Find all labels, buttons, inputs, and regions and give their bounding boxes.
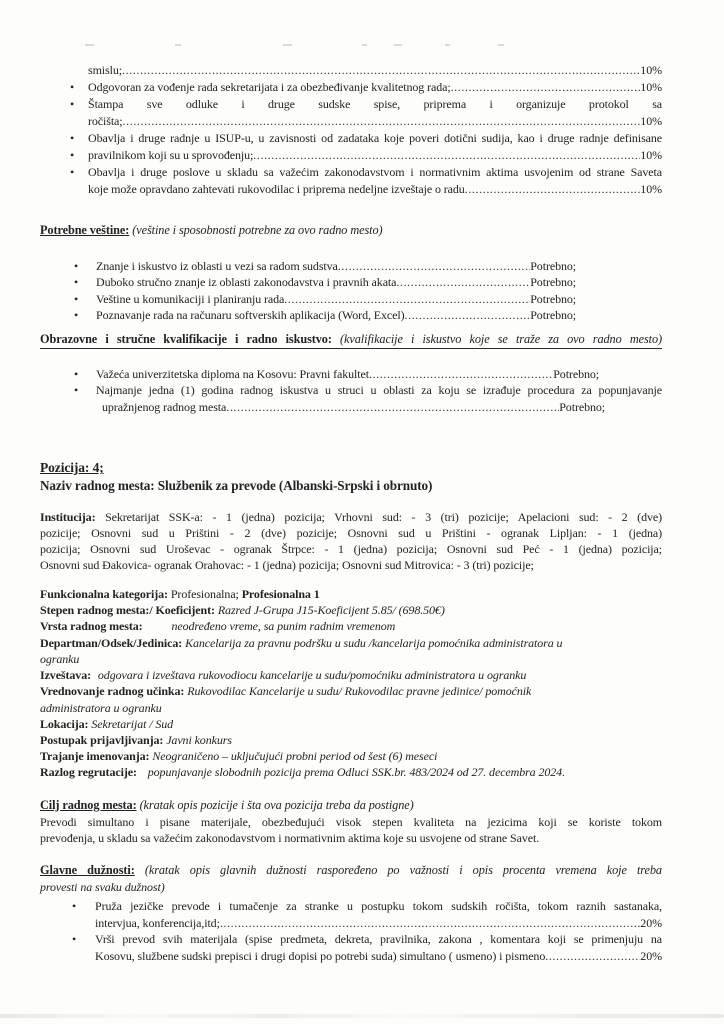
duty-text: • pravilnikom koji su u sprovođenju; [88,148,254,162]
duties-section-heading [40,862,662,879]
job-title-label: Naziv radnog mesta: [40,478,155,494]
duty-item [40,898,662,931]
goal-text: Prevodi simultano i pisane materijale, obezbeđujući visok stepen kvaliteta na jezicima koji se koriste tokom [40,814,662,829]
field-label: Trajanje imenovanja: [40,749,150,764]
dot-leader [220,915,640,932]
dot-leader [451,79,641,96]
duty-text: • Odgovoran za vođenje rada sekretarijata i za obezbeđivanje kvalitetnog rada; [88,80,451,94]
duty-item [40,62,662,79]
percent-value: 10% [640,148,662,162]
duty-text: • Štampa sve odluke i druge sudske spise, priprema i organizuje protokol sa [88,97,662,111]
duty-text: • Pruža jezičke prevode i tumačenje za stranke u postupku tokom sudskih ročišta, tokom raznih sastanaka, [95,899,662,914]
skill-item [40,274,662,290]
skills-section-heading [40,222,662,239]
requirement-value: Potrebno; [530,307,576,322]
job-title: Službenik za prevode (Albanski-Srpski i obrnuto) [157,478,433,494]
intro-duties-list [40,62,662,198]
institution-text: Osnovni sud Đakovica- ogranak Orahovac: - 1 (jedna) pozicija; Osnovni sud Mitrovica: - 3 (tri) pozicije; [40,558,534,573]
section-subtitle: (kratak opis pozicije i šta ova pozicija treba da postigne) [139,797,414,812]
duty-item [40,164,662,198]
field-value: Profesionalna; [170,587,239,602]
duty-text: Kosovu, službene sudski prepisci i drugi dopisi po potrebi suda) simultano ( usmeno) i pismeno [95,948,546,963]
duty-text: • Obavlja i druge radnje u ISUP-u, u zavisnosti od zadataka koje poveri dotični sudija, kao i druge radnje definisane [88,131,662,145]
position-number: Pozicija: 4; [40,460,104,476]
field-value: Rukovodilac Kancelarije u sudu/ Rukovodilac pravne jedinice/ pomoćnik [187,684,532,699]
goal-section-heading [40,797,662,814]
dot-leader [123,113,641,130]
duty-text: • Obavlja i druge poslove u skladu sa važećim zakonodavstvom i normativnim aktima usvojenim od strane Saveta [88,165,662,179]
education-text: • Najmanje jedna (1) godina radnog iskustva u struci u oblasti za koju se izrađuje procedura za popunjavanje [96,383,662,398]
skill-text: • Veštine u komunikaciji i planiranju rada [96,291,285,306]
dot-leader [253,147,640,164]
scan-artifact-bottom [0,1014,724,1018]
section-title: Obrazovne i stručne kvalifikacije i radno iskustvo: [40,332,332,347]
education-text: upražnjenog radnog mesta [102,399,227,414]
position-heading [40,459,662,477]
skill-text: • Duboko stručno znanje iz oblasti zakonodavstva i pravnih akata [96,275,397,290]
skill-text: • Poznavanje rada na računaru softverskih aplikacija (Word, Excel) [96,307,405,322]
skill-item [40,291,662,307]
field-value: Neograničeno – uključujući probni period od šest (6) meseci [152,749,438,764]
dot-leader [284,291,530,307]
field-value: Kancelarija za pravnu podršku u sudu /kancelarija pomoćnika administratora u [185,635,563,650]
requirement-value: Potrebno; [530,291,576,306]
section-title: Glavne dužnosti: [40,863,135,878]
skill-item [40,307,662,323]
percent-value: 10% [640,63,662,77]
dot-leader [338,258,530,274]
education-item [40,366,662,382]
education-list [40,366,662,415]
field-value: neodređeno vreme, sa punim radnim vremenom [171,619,396,634]
field-value: odgovara i izveštava rukovodiocu kancelarije u sudu/pomoćniku administratora u ogranku [97,668,527,683]
requirement-value: Potrebno; [559,399,605,414]
field-label: Stepen radnog mesta:/ Koeficijent: [40,603,215,618]
field-label: Vrsta radnog mesta: [40,619,143,634]
education-item [40,382,662,415]
field-row [40,602,662,618]
duty-item [40,79,662,96]
field-label: Postupak prijavljivanja: [40,732,164,747]
duty-item [40,96,662,130]
field-value: popunjavanje slobodnih pozicija prema Odluci SSK.br. 483/2024 od 27. decembra 2024. [147,765,565,780]
field-value: Razred J-Grupa J15-Koeficijent 5.85/ (698.50€) [217,603,445,618]
field-row [40,764,662,780]
dot-leader [122,62,640,79]
percent-value: 10% [640,80,662,94]
field-label: Lokacija: [40,716,89,731]
field-row [40,748,662,764]
field-label: Departman/Odsek/Jedinica: [40,635,183,650]
field-value: Javni konkurs [166,732,232,747]
dot-leader [369,366,553,382]
section-subtitle-line2: provesti na svaku dužnost) [40,880,165,895]
duty-item [40,147,662,164]
percent-value: 10% [640,182,662,196]
skills-list [40,258,662,323]
percent-value: 10% [640,114,662,128]
main-duties-list [40,898,662,964]
field-label: Izveštava: [40,668,91,683]
duty-text: intervjua, konferencija,itd; [95,915,220,930]
dot-leader [226,399,559,415]
field-row [40,586,662,602]
duty-text: smislu; [88,63,122,77]
section-title: Potrebne veštine: [40,223,130,237]
section-title: Cilj radnog mesta: [40,797,137,812]
duty-text: ročišta; [88,114,123,128]
skill-item [40,258,662,274]
education-text: • Važeća univerzitetska diploma na Kosovu: Pravni fakultet [96,367,369,382]
institution-paragraph [40,509,662,573]
field-row [40,635,662,667]
field-value-line2: ogranku [40,651,80,666]
field-value-bold: Profesionalna 1 [241,587,320,602]
duty-item [40,130,662,147]
field-value-line2: administratora u ogranku [40,700,162,715]
institution-text: pozicije; Osnovni sud u Prištini - 2 (dve) pozicije; Osnovni sud u Prištini - ogranak Lipljan: - 1 (jedna) [40,526,662,541]
percent-value: 20% [640,948,662,963]
dot-leader [405,307,531,323]
requirement-value: Potrebno; [530,259,576,273]
section-subtitle: (veštine i sposobnosti potrebne za ovo radno mesto) [132,223,383,237]
goal-paragraph [40,814,662,847]
field-row [40,732,662,748]
skill-text: • Znanje i iskustvo iz oblasti u vezi sa radom sudstva [96,259,338,273]
field-row [40,716,662,732]
goal-text: prevođenja, u skladu sa važećim zakonodavstvom i normativnim aktima koje su usvojene od strane Savet. [40,830,540,845]
institution-text: pozicija; Osnovni sud Uroševac - ogranak Štrpce: - 1 (jedna) pozicija; Osnovni sud Peć - 1 (jedna) pozicija; [40,542,662,557]
section-subtitle: (kratak opis glavnih dužnosti raspoređeno po važnosti i opis procenta vremena koje treba [144,863,662,878]
institution-text: Sekretarijat SSK-a: - 1 (jedna) pozicija; Vrhovni sud: - 3 (tri) pozicije; Apelacioni sud: - 2 (dve) [105,510,662,525]
duty-item [40,931,662,964]
dot-leader [465,181,641,198]
duty-text: • Vrši prevod svih materijala (spise predmeta, dekreta, pravilnika, zakona , komentara koji se primenjuju na [95,932,662,947]
section-subtitle: (kvalifikacije i iskustvo koje se traže za ovo radno mesto) [340,332,662,347]
field-row [40,618,662,634]
dot-leader [396,274,530,290]
field-row [40,667,662,683]
field-label: Funkcionalna kategorija: [40,587,168,602]
job-title-line [40,477,662,495]
field-label: Razlog regrutacije: [40,765,137,780]
education-section-heading [40,331,662,349]
requirement-value: Potrebno; [553,367,599,382]
field-row [40,683,662,715]
duty-text: koje može opravdano zahtevati rukovodilac i priprema nedeljne izveštaje o radu [88,182,465,196]
field-value: Sekretarijat / Sud [91,716,174,731]
dot-leader [545,948,640,965]
requirement-value: Potrebno; [530,275,576,290]
institution-label: Institucija: [40,510,96,525]
position-fields [40,586,662,780]
field-label: Vrednovanje radnog učinka: [40,684,185,699]
percent-value: 20% [640,915,662,930]
